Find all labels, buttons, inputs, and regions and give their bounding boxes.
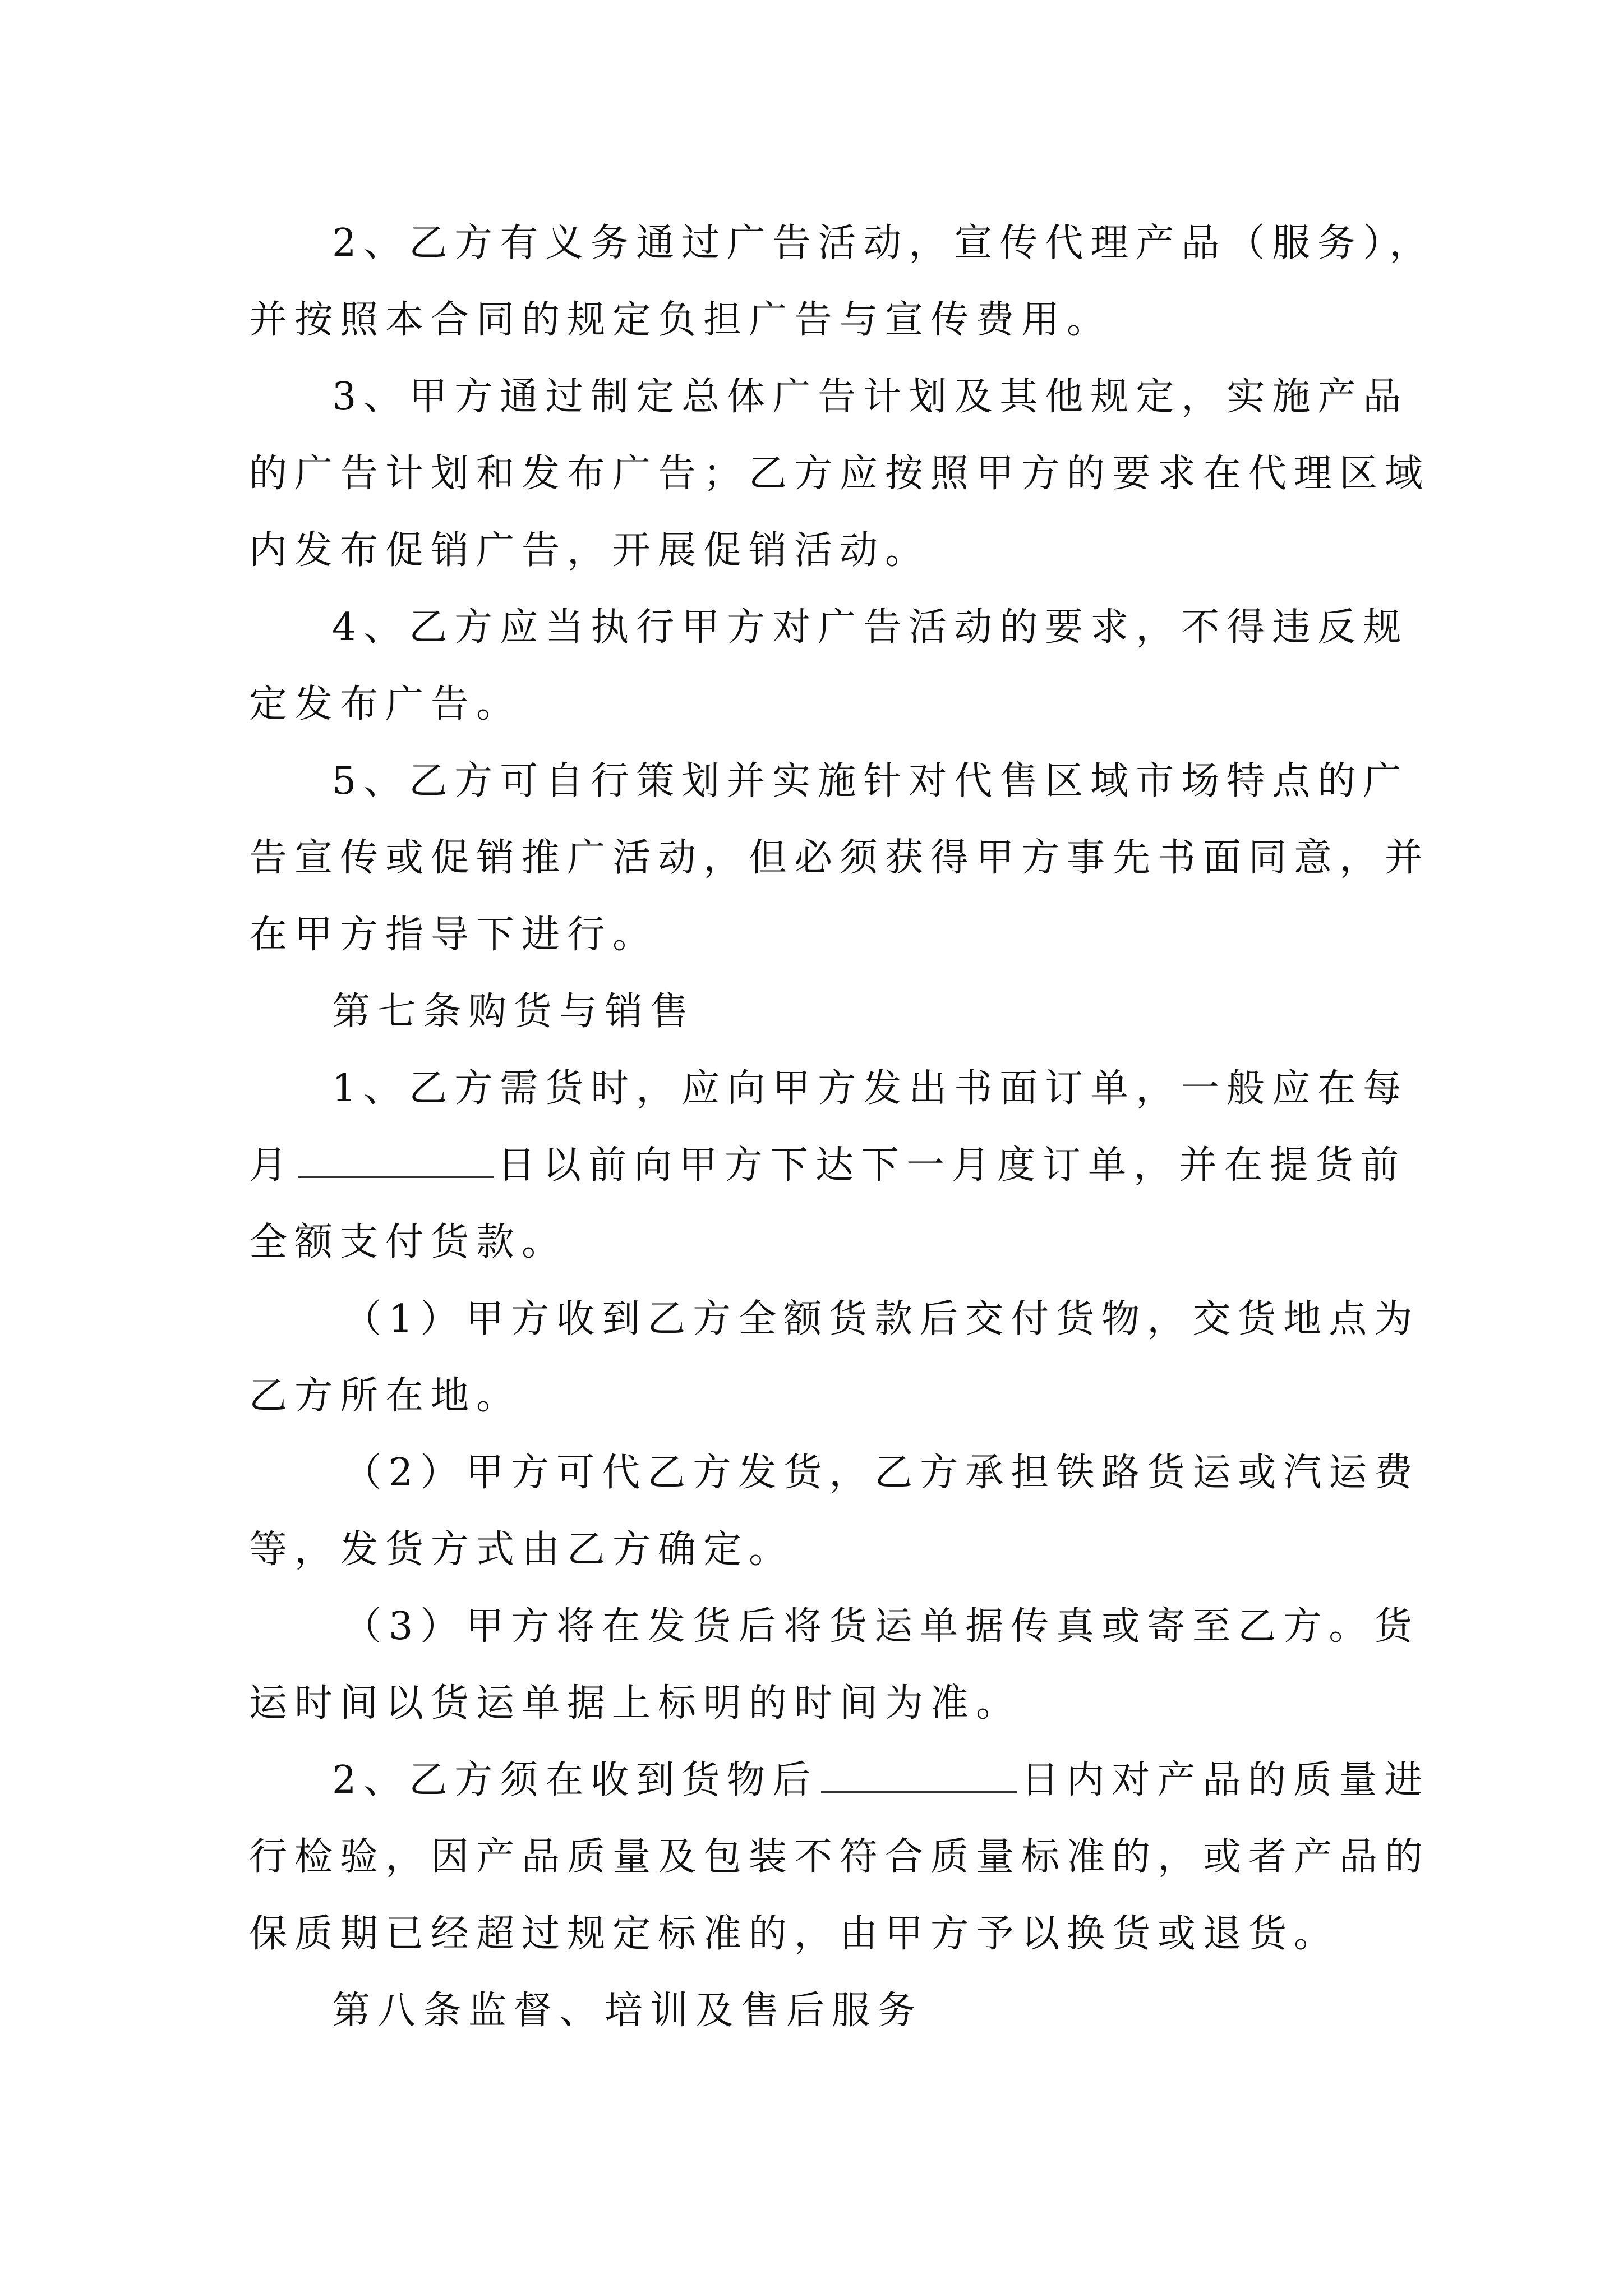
text-line: 4、乙方应当执行甲方对广告活动的要求，不得违反规: [332, 605, 1409, 650]
text-line: 5、乙方可自行策划并实施针对代售区域市场特点的广: [332, 759, 1409, 803]
text-line: 内发布促销广告，开展促销活动。: [249, 528, 931, 573]
text-line: 保质期已经超过规定标准的，由甲方予以换货或退货。: [249, 1912, 1340, 1956]
text-line: 全额支付货款。: [249, 1220, 568, 1264]
text-line: （2）甲方可代乙方发货，乙方承担铁路货运或汽运费: [343, 1451, 1420, 1495]
heading-text: 第七条购货与销售: [332, 990, 696, 1034]
text-line: 乙方所在地。: [249, 1374, 522, 1418]
paragraph-advertising-plan: [249, 358, 1431, 589]
text-fragment: 月: [249, 1143, 295, 1188]
section-heading-article-8: [249, 1972, 1387, 2049]
text-line: 的广告计划和发布广告；乙方应按照甲方的要求在代理区域: [249, 452, 1431, 496]
heading-text: 第八条监督、培训及售后服务: [332, 1989, 923, 2033]
paragraph-delivery-3: [249, 1588, 1420, 1742]
text-line: （3）甲方将在发货后将货运单据传真或寄至乙方。货: [343, 1604, 1420, 1649]
text-line: 并按照本合同的规定负担广告与宣传费用。: [249, 298, 1113, 342]
section-heading-article-7: [249, 973, 1387, 1050]
text-line: （1）甲方收到乙方全额货款后交付货物，交货地点为: [343, 1297, 1420, 1341]
text-line: 等，发货方式由乙方确定。: [249, 1527, 795, 1572]
paragraph-advertising-compliance: [249, 589, 1409, 743]
paragraph-delivery-2: [249, 1434, 1420, 1588]
text-line: 行检验，因产品质量及包装不符合质量标准的，或者产品的: [249, 1835, 1431, 1879]
fill-in-blank: [298, 1143, 494, 1178]
paragraph-self-promotion: [249, 743, 1431, 973]
paragraph-advertising-obligation: [249, 205, 1435, 358]
paragraph-delivery-1: [249, 1281, 1420, 1434]
text-line: 3、甲方通过制定总体广告计划及其他规定，实施产品: [332, 375, 1409, 419]
text-line: 运时间以货运单据上标明的时间为准。: [249, 1681, 1022, 1726]
text-fragment: 日内对产品的质量进: [1021, 1758, 1430, 1802]
text-line: 定发布广告。: [249, 682, 522, 726]
text-line: 2、乙方有义务通过广告活动，宣传代理产品（服务），: [332, 221, 1435, 265]
text-line: 告宣传或促销推广活动，但必须获得甲方事先书面同意，并: [249, 836, 1431, 880]
fill-in-blank: [821, 1757, 1017, 1793]
paragraph-inspection: [249, 1742, 1431, 1972]
text-line: 1、乙方需货时，应向甲方发出书面订单，一般应在每: [332, 1066, 1409, 1111]
paragraph-ordering: [249, 1050, 1409, 1281]
text-line: 在甲方指导下进行。: [249, 913, 658, 957]
text-fragment: 2、乙方须在收到货物后: [332, 1758, 818, 1802]
text-fragment: 日以前向甲方下达下一月度订单，并在提货前: [497, 1143, 1407, 1188]
